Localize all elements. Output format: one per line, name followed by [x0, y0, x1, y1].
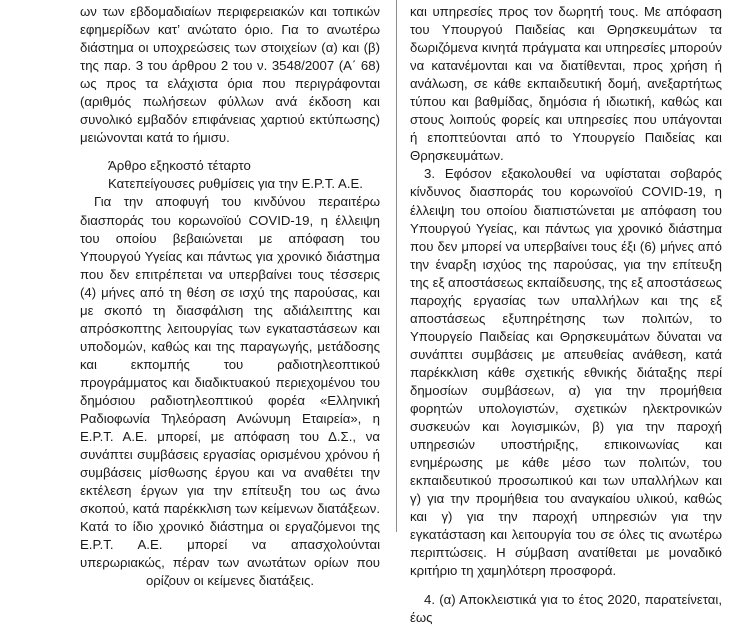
paragraph-continuation-right: και υπηρεσίες προς τον δωρητή τους. Με απόφαση του Υπουργού Παιδείας και Θρησκευμάτων τα δωριζόμενα κινητά πράγματα και υπηρεσίες μπορούν να κατανέμονται και να διατίθενται, προς χρήση ή ανάλωση, σε κάθε εκπαιδευτική δομή, ανεξαρτήτως τύπου και βαθμίδας, δημόσια ή ιδιωτική, καθώς και στους λοιπούς φορείς και υπηρεσίες που υπάγονται ή εποπτεύονται από το Υπουργείο Παιδείας και Θρησκευμάτων. [410, 4, 722, 164]
right-column [410, 0, 722, 627]
column-divider [396, 0, 397, 532]
article-body-paragraph: Για την αποφυγή του κινδύνου περαιτέρω διασποράς του κορωνοϊού COVID-19, η έλλειψη του οποίου βεβαιώνεται με απόφαση του Υπουργού Υγείας και πάντως για χρονικό διάστημα που δεν επιτρέπεται να υπερβαίνει τους τέσσερις (4) μήνες από τη θέση σε ισχύ της παρούσας, και με σκοπό τη διασφάλιση της αδιάλειπτης και απρόσκοπτης λειτουργίας των εγκαταστάσεων και υποδομών, καθώς και της παραγωγής, μετάδοσης και εκπομπής του ραδιοτηλεοπτικού προγράμματος και διαδικτυακού περιεχομένου του δημόσιου ραδιοτηλεοπτικού φορέα «Ελληνική Ραδιοφωνία Τηλεόραση Ανώνυμη Εταιρεία», η Ε.Ρ.Τ. Α.Ε. μπορεί, με απόφαση του Δ.Σ., να συνάπτει συμβάσεις εργασίας ορισμένου χρόνου ή συμβάσεις μίσθωσης έργου και να αναθέτει την εκτέλεση έργων για την επίτευξη του ως άνω σκοπού, κατά παρέκκλιση των κείμενων διατάξεων. Κατά το ίδιο χρονικό διάστημα οι εργαζόμενοι της Ε.Ρ.Τ. Α.Ε. μπορεί να απασχολούνται υπερωριακώς, πέραν των ανωτάτων ορίων που ορίζουν οι κείμενες διατάξεις. [80, 194, 380, 589]
paragraph-3: 3. Εφόσον εξακολουθεί να υφίσταται σοβαρός κίνδυνος διασποράς του κορωνοϊού COVID-19, η έλλειψη του οποίου διαπιστώνεται με απόφαση του Υπουργού Υγείας, και πάντως για χρονικό διάστημα που δεν μπορεί να υπερβαίνει τους έξι (6) μήνες από την έναρξη ισχύος της παρούσας, για την επίτευξη της εξ αποστάσεως εκπαίδευσης, της εξ αποστάσεως παροχής εργασίας των υπαλλήλων και της εξ αποστάσεως εξυπηρέτησης των πολιτών, το Υπουργείο Παιδείας και Θρησκευμάτων δύναται να συνάπτει συμβάσεις με απευθείας ανάθεση, κατά παρέκκλιση κάθε σχετικής εθνικής διάταξης περί δημοσίων συμβάσεων, α) για την προμήθεια φορητών υπολογιστών, σχετικών ηλεκτρονικών συσκευών και λογισμικών, β) για την παροχή υπηρεσιών υποστήριξης, επικοινωνίας και ενημέρωσης με κάθε μέσο των πολιτών, του εκπαιδευτικού προσωπικού και των υπαλλήλων και γ) για την προμήθεια του αναγκαίου υλικού, καθώς και γ) για την παροχή υπηρεσιών για την εγκατάσταση και λειτουργία του σε όλες τις ανωτέρω περιπτώσεις. Η σύμβαση ανατίθεται με μοναδικό κριτήριο τη χαμηλότερη προσφορά. [410, 166, 722, 579]
paragraph-spacer [410, 581, 722, 591]
article-number: Άρθρο εξηκοστό τέταρτο [108, 158, 251, 174]
article-title: Κατεπείγουσες ρυθμίσεις για την Ε.Ρ.Τ. Α.Ε. [108, 176, 363, 192]
paragraph-spacer [80, 147, 380, 157]
left-column [80, 0, 380, 591]
paragraph-4-start: 4. (α) Αποκλειστικά για το έτος 2020, παρατείνεται, έως [410, 591, 722, 625]
paragraph-continuation-left: ων των εβδομαδιαίων περιφερειακών και τοπικών εφημερίδων κατ’ ανώτατο όριο. Για το ανωτέρω διάστημα οι υποχρεώσεις των στοιχείων (α) και (β) της παρ. 3 του άρθρου 2 του ν. 3548/2007 (Α΄ 68) ως προς τα ελάχιστα όρια που περιγράφονται (αριθμός πωλήσεων φύλλων ανά έκδοση και συνολικό εμβαδόν επιφάνειας χαρτιού εκτύπωσης) μειώνονται κατά το ήμισυ. [80, 4, 380, 146]
